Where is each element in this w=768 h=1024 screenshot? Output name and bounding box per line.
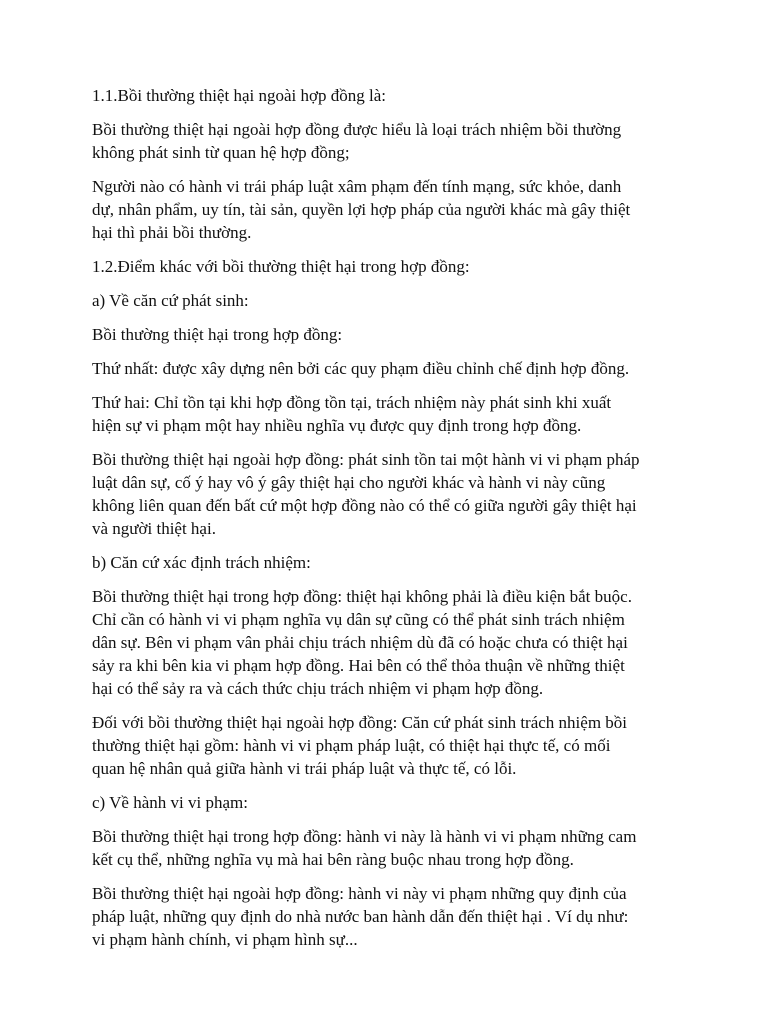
section-heading-1-2: 1.2.Điểm khác với bồi thường thiệt hại trong hợp đồng: bbox=[92, 257, 470, 276]
paragraph-second: Thứ hai: Chỉ tồn tại khi hợp đồng tồn tại, trách nhiệm này phát sinh khi xuất hiện sự vi phạm một hay nhiều nghĩa vụ được quy định trong hợp đồng. bbox=[92, 393, 612, 435]
document-page bbox=[92, 84, 692, 962]
paragraph-first: Thứ nhất: được xây dựng nên bởi các quy phạm điều chỉnh chế định hợp đồng. bbox=[92, 359, 630, 378]
paragraph-contract-violation: Bồi thường thiệt hại trong hợp đồng: hành vi này là hành vi vi phạm những cam kết cụ thể, những nghĩa vụ mà hai bên ràng buộc nhau trong hợp đồng. bbox=[92, 827, 637, 869]
paragraph-non-contract-violation: Bồi thường thiệt hại ngoài hợp đồng: hành vi này vi phạm những quy định của pháp luật, những quy định do nhà nước ban hành dẫn đến thiệt hại . Ví dụ như: vi phạm hành chính, vi phạm hình sự... bbox=[92, 884, 629, 949]
subheading-c: c) Về hành vi vi phạm: bbox=[92, 793, 248, 812]
paragraph-definition: Bồi thường thiệt hại ngoài hợp đồng được hiểu là loại trách nhiệm bồi thường không phát sinh từ quan hệ hợp đồng; bbox=[92, 120, 622, 162]
paragraph-non-contract-basis: Đối với bồi thường thiệt hại ngoài hợp đồng: Căn cứ phát sinh trách nhiệm bồi thường thiệt hại gồm: hành vi vi phạm pháp luật, có thiệt hại thực tế, có mối quan hệ nhân quả giữa hành vi trái pháp luật và thực tế, có lỗi. bbox=[92, 713, 628, 778]
paragraph-contract-basis: Bồi thường thiệt hại trong hợp đồng: thiệt hại không phải là điều kiện bắt buộc. Chỉ cần có hành vi vi phạm nghĩa vụ dân sự cũng có thể phát sinh trách nhiệm dân sự. Bên vi phạm vân phải chịu trách nhiệm dù đã có hoặc chưa có thiệt hại sảy ra khi bên kia vi phạm hợp đồng. Hai bên có thể thỏa thuận về những thiệt hại có thể sảy ra và cách thức chịu trách nhiệm vi phạm hợp đồng. bbox=[92, 587, 632, 698]
paragraph-liability: Người nào có hành vi trái pháp luật xâm phạm đến tính mạng, sức khỏe, danh dự, nhân phẩm, uy tín, tài sản, quyền lợi hợp pháp của người khác mà gây thiệt hại thì phải bồi thường. bbox=[92, 177, 631, 242]
section-heading-1-1: 1.1.Bồi thường thiệt hại ngoài hợp đồng là: bbox=[92, 86, 386, 105]
paragraph-contract-damages: Bồi thường thiệt hại trong hợp đồng: bbox=[92, 325, 343, 344]
paragraph-non-contract-origin: Bồi thường thiệt hại ngoài hợp đồng: phát sinh tồn tai một hành vi vi phạm pháp luật dân sự, cố ý hay vô ý gây thiệt hại cho người khác và hành vi này cũng không liên quan đến bất cứ một hợp đồng nào có thể có giữa người gây thiệt hại và người thiệt hại. bbox=[92, 450, 640, 538]
subheading-b: b) Căn cứ xác định trách nhiệm: bbox=[92, 553, 311, 572]
subheading-a: a) Về căn cứ phát sinh: bbox=[92, 291, 249, 310]
